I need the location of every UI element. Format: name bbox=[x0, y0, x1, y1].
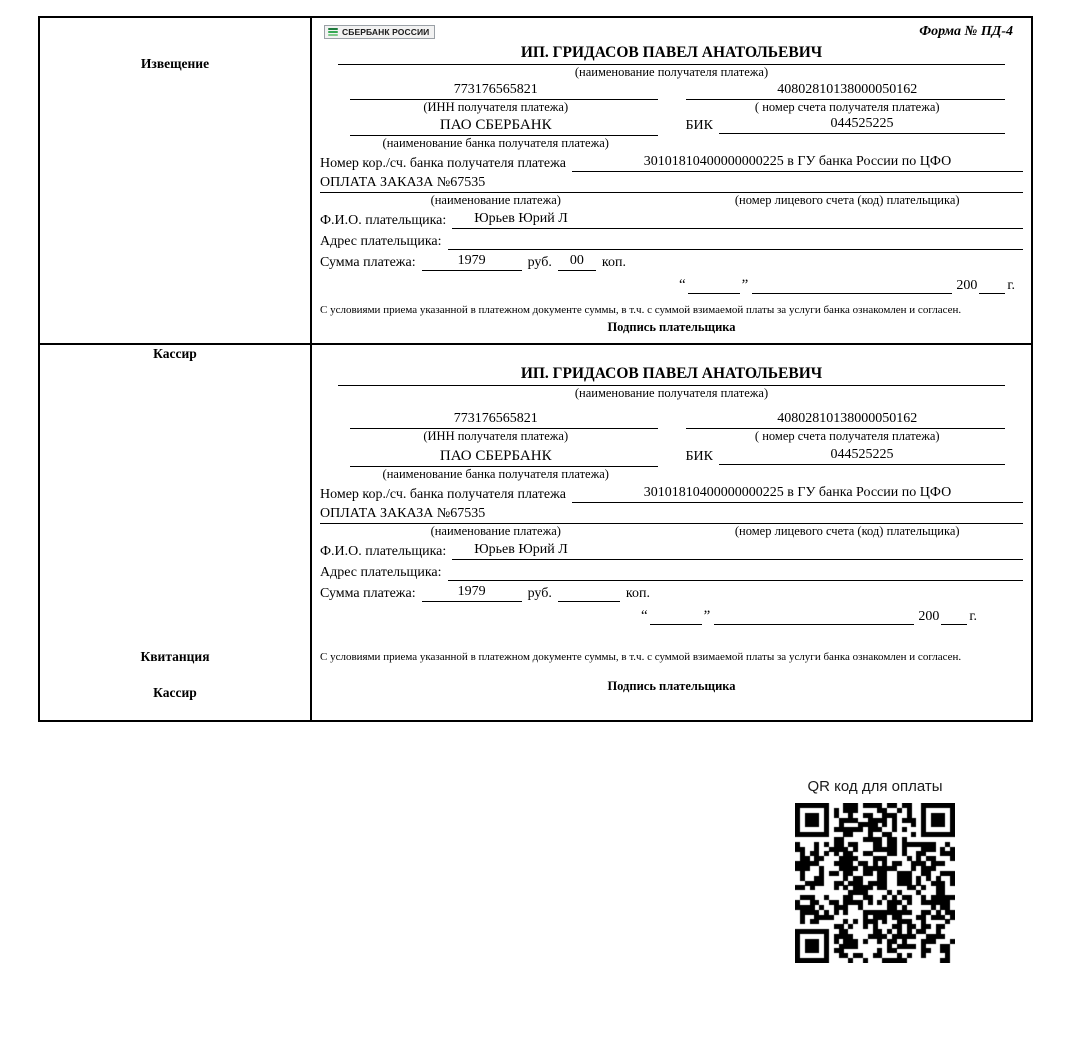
notice-right-column bbox=[312, 18, 1031, 343]
notice-address-label: Адрес плательщика: bbox=[320, 234, 442, 249]
receipt-bik-value: 044525225 bbox=[719, 447, 1005, 465]
sberbank-logo-text: СБЕРБАНК РОССИИ bbox=[342, 27, 430, 37]
form-number: Форма № ПД-4 bbox=[919, 24, 1013, 39]
notice-rub-word: руб. bbox=[527, 255, 552, 270]
receipt-recipient-caption: (наименование получателя платежа) bbox=[574, 385, 769, 400]
receipt-day-blank bbox=[650, 610, 702, 625]
notice-inn-caption: (ИНН получателя платежа) bbox=[423, 100, 569, 114]
notice-sum-kop: 00 bbox=[558, 253, 596, 271]
notice-purpose-captions bbox=[320, 193, 1023, 208]
notice-sum-spacer bbox=[632, 254, 1023, 271]
notice-date-row: “ ” 200 г. bbox=[678, 277, 1015, 293]
receipt-account-caption: ( номер счета получателя платежа) bbox=[754, 428, 940, 443]
qr-title: QR код для оплаты bbox=[807, 778, 943, 795]
notice-left-column bbox=[40, 18, 312, 361]
receipt-year-suffix: г. bbox=[969, 608, 977, 624]
receipt-inn-cell bbox=[320, 409, 672, 444]
notice-year-prefix: 200 bbox=[956, 278, 978, 293]
receipt-rub-word: руб. bbox=[527, 585, 552, 601]
notice-address-value bbox=[448, 232, 1023, 250]
notice-corr-label: Номер кор./сч. банка получателя платежа bbox=[320, 156, 566, 171]
receipt-payer-value: Юрьев Юрий Л bbox=[452, 542, 1023, 560]
notice-purpose-value: ОПЛАТА ЗАКАЗА №67535 bbox=[320, 175, 1023, 193]
receipt-year-blank bbox=[941, 610, 967, 625]
notice-payer-row bbox=[320, 208, 1023, 229]
notice-sum-rub: 1979 bbox=[422, 253, 522, 271]
notice-sum-row bbox=[320, 250, 1023, 271]
receipt-sum-label: Сумма платежа: bbox=[320, 585, 416, 601]
receipt-corr-row bbox=[320, 482, 1023, 503]
receipt-sum-rub: 1979 bbox=[422, 584, 522, 602]
notice-signature-label: Подпись плательщика bbox=[607, 319, 736, 334]
receipt-section bbox=[40, 345, 1031, 720]
notice-cashier-label: Кассир bbox=[153, 346, 197, 361]
notice-personal-account-caption: (номер лицевого счета (код) плательщика) bbox=[734, 193, 960, 207]
receipt-payer-row bbox=[320, 539, 1023, 560]
receipt-recipient-name: ИП. ГРИДАСОВ ПАВЕЛ АНАТОЛЬЕВИЧ bbox=[520, 364, 823, 382]
receipt-personal-account-caption: (номер лицевого счета (код) плательщика) bbox=[734, 523, 960, 538]
receipt-address-label: Адрес плательщика: bbox=[320, 564, 442, 580]
notice-sum-label: Сумма платежа: bbox=[320, 255, 416, 270]
sberbank-mark-icon bbox=[328, 27, 338, 37]
receipt-terms-text: С условиями приема указанной в платежном документе суммы, в т.ч. с суммой взимаемой платы за услуги банка ознакомлен и согласен. bbox=[320, 650, 962, 663]
receipt-year-prefix: 200 bbox=[918, 608, 940, 624]
receipt-address-value bbox=[448, 563, 1023, 581]
receipt-bank-bik-row bbox=[320, 444, 1023, 467]
receipt-bank-cell bbox=[320, 446, 672, 467]
receipt-date-row: “ ” 200 г. bbox=[640, 607, 977, 624]
receipt-purpose-row bbox=[320, 503, 1023, 524]
notice-address-row bbox=[320, 229, 1023, 250]
qr-section bbox=[760, 778, 990, 963]
notice-payer-label: Ф.И.О. плательщика: bbox=[320, 213, 447, 228]
notice-account-value: 40802810138000050162 bbox=[777, 82, 918, 97]
receipt-left-column bbox=[40, 345, 312, 720]
notice-month-blank bbox=[752, 279, 952, 294]
receipt-sum-row bbox=[320, 581, 1023, 602]
receipt-account-value: 40802810138000050162 bbox=[777, 410, 918, 426]
notice-account-caption: ( номер счета получателя платежа) bbox=[754, 100, 940, 114]
receipt-purpose-caption: (наименование платежа) bbox=[430, 523, 561, 538]
receipt-inn-caption: (ИНН получателя платежа) bbox=[423, 428, 569, 443]
notice-inn-cell bbox=[320, 80, 672, 115]
receipt-bik-label: БИК bbox=[685, 448, 713, 464]
notice-bank-caption: (наименование банка получателя платежа) bbox=[382, 136, 609, 150]
notice-purpose-caption: (наименование платежа) bbox=[430, 193, 561, 207]
payment-form-table bbox=[38, 16, 1033, 722]
receipt-bik-cell bbox=[672, 446, 1024, 467]
notice-bik-label: БИК bbox=[685, 118, 713, 133]
receipt-inn-value: 773176565821 bbox=[453, 410, 538, 426]
receipt-corr-value: 30101810400000000225 в ГУ банка России по ЦФО bbox=[572, 485, 1023, 503]
notice-payer-value: Юрьев Юрий Л bbox=[452, 211, 1023, 229]
receipt-payer-label: Ф.И.О. плательщика: bbox=[320, 543, 447, 559]
notice-label: Извещение bbox=[140, 56, 210, 71]
receipt-kop-word: коп. bbox=[625, 585, 650, 601]
qr-code-image bbox=[795, 803, 955, 963]
notice-bank-bik-row bbox=[320, 115, 1023, 136]
notice-terms-text: С условиями приема указанной в платежном документе суммы, в т.ч. с суммой взимаемой платы за услуги банка ознакомлен и согласен. bbox=[320, 304, 962, 316]
sberbank-logo-icon bbox=[324, 25, 435, 39]
receipt-bank-caption: (наименование банка получателя платежа) bbox=[382, 466, 609, 481]
notice-purpose-row bbox=[320, 172, 1023, 193]
receipt-right-column bbox=[312, 345, 1031, 720]
notice-bik-value: 044525225 bbox=[719, 116, 1005, 134]
receipt-label: Квитанция bbox=[140, 648, 210, 664]
notice-kop-word: коп. bbox=[601, 255, 626, 270]
notice-bik-cell bbox=[672, 115, 1024, 136]
receipt-inn-account-row bbox=[320, 401, 1023, 444]
receipt-signature-label: Подпись плательщика bbox=[607, 678, 736, 693]
notice-corr-value: 30101810400000000225 в ГУ банка России по ЦФО bbox=[572, 154, 1023, 172]
notice-inn-account-row bbox=[320, 80, 1023, 115]
notice-inn-value: 773176565821 bbox=[453, 82, 538, 97]
notice-section bbox=[40, 18, 1031, 361]
notice-bank-cell bbox=[320, 115, 672, 136]
notice-bank-name: ПАО СБЕРБАНК bbox=[439, 117, 552, 133]
receipt-cashier-label: Кассир bbox=[153, 684, 197, 700]
receipt-bank-name: ПАО СБЕРБАНК bbox=[439, 447, 552, 464]
receipt-corr-label: Номер кор./сч. банка получателя платежа bbox=[320, 486, 566, 502]
notice-header-line bbox=[320, 22, 1023, 40]
notice-corr-row bbox=[320, 151, 1023, 172]
receipt-sum-kop bbox=[558, 584, 620, 602]
notice-day-blank bbox=[688, 279, 740, 294]
receipt-account-cell bbox=[672, 409, 1024, 444]
notice-recipient-caption: (наименование получателя платежа) bbox=[574, 65, 769, 79]
receipt-purpose-captions bbox=[320, 524, 1023, 539]
receipt-address-row bbox=[320, 560, 1023, 581]
notice-recipient-name: ИП. ГРИДАСОВ ПАВЕЛ АНАТОЛЬЕВИЧ bbox=[520, 44, 823, 61]
receipt-sum-spacer bbox=[656, 585, 1023, 602]
receipt-purpose-value: ОПЛАТА ЗАКАЗА №67535 bbox=[320, 506, 1023, 524]
notice-year-suffix: г. bbox=[1007, 278, 1015, 293]
receipt-month-blank bbox=[714, 610, 914, 625]
notice-year-blank bbox=[979, 279, 1005, 294]
notice-account-cell bbox=[672, 80, 1024, 115]
